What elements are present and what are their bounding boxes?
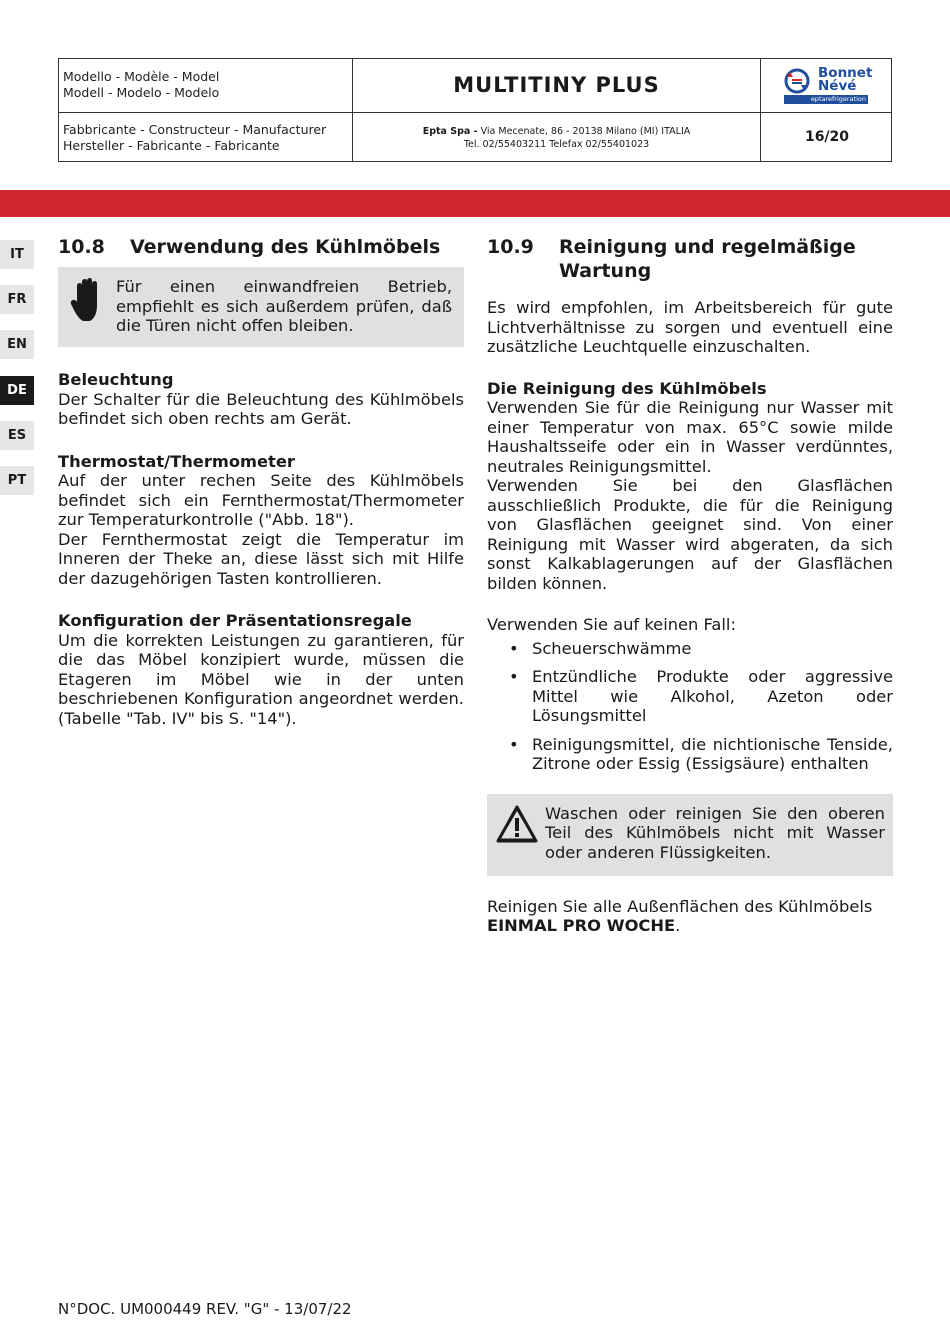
list-item: • Scheuerschwämme <box>487 639 893 659</box>
subheading-thermostat: Thermostat/Thermometer <box>58 451 295 471</box>
final-emphasis: EINMAL PRO WOCHE <box>487 916 676 935</box>
header-divider <box>760 59 761 161</box>
logo-bar: eptarefrigeration <box>784 95 868 104</box>
paragraph: Verwenden Sie bei den Glasflächen ausschließlich Produkte, die für die Reinigung von Glasflächen geeignet sind. Von einer Reinigung mit Wasser wird abgeraten, da sich sonst Kalkablagerungen auf der Glasflächen bilden können. <box>487 476 893 593</box>
brand-logo <box>784 65 873 106</box>
hand-stop-icon <box>70 277 104 325</box>
note-box <box>58 267 464 347</box>
company-phone: Tel. 02/55403211 Telefax 02/55401023 <box>463 139 650 150</box>
warning-box <box>487 794 893 876</box>
company-address: Via Mecenate, 86 - 20138 Milano (MI) ITALIA <box>477 126 691 137</box>
lang-tab-it[interactable]: IT <box>0 240 34 269</box>
list-item: • Reinigungsmittel, die nichtionische Tenside, Zitrone oder Essig (Essigsäure) enthalten <box>487 735 893 774</box>
paragraph: Der Schalter für die Beleuchtung des Kühlmöbels befindet sich oben rechts am Gerät. <box>58 389 464 428</box>
lang-tab-de[interactable]: DE <box>0 376 34 405</box>
logo-text: Névé <box>818 78 857 94</box>
company-name: Epta Spa - <box>422 126 478 137</box>
right-column <box>487 235 893 936</box>
paragraph: Auf der unter rechen Seite des Kühlmöbels befindet sich ein Fernthermostat/Thermometer zur Temperaturkontrolle ("Abb. 18"). <box>58 471 464 529</box>
paragraph: Um die korrekten Leistungen zu garantieren, für die das Möbel konzipiert wurde, müssen die Etageren im Möbel wie in der unten beschriebenen Konfiguration angeordnet werden. (Tabelle "Tab. IV" bis S. "14"). <box>58 630 464 728</box>
model-label-line: Modell - Modelo - Modelo <box>63 85 220 100</box>
lang-tab-es[interactable]: ES <box>0 421 34 450</box>
section-heading <box>58 235 464 259</box>
paragraph: Der Fernthermostat zeigt die Temperatur im Inneren der Theke an, diese lässt sich mit Hilfe der dazugehörigen Tasten kontrollieren. <box>58 529 464 588</box>
final-text: Reinigen Sie alle Außenflächen des Kühlmöbels <box>487 896 873 916</box>
left-column <box>58 235 464 728</box>
document-footer: N°DOC. UM000449 REV. "G" - 13/07/22 <box>58 1300 352 1318</box>
warning-triangle-icon <box>495 804 539 844</box>
manufacturer-address <box>353 125 760 151</box>
section-number: 10.9 <box>487 236 534 258</box>
subheading-shelf-config: Konfiguration der Präsentationsregale <box>58 611 412 630</box>
section-number: 10.8 <box>58 236 105 258</box>
header-table <box>58 58 892 162</box>
model-label <box>63 69 349 101</box>
section-title <box>559 235 856 283</box>
paragraph: Verwenden Sie für die Reinigung nur Wasser mit einer Temperatur von max. 65°C sowie milde Haushaltsseife oder ein in Wasser verdünntes, neutrales Reinigungsmittel. <box>487 398 893 476</box>
subheading-cleaning: Die Reinigung des Kühlmöbels <box>487 378 767 398</box>
page-number: 16/20 <box>804 129 850 145</box>
model-name: MULTITINY PLUS <box>453 73 660 97</box>
section-heading <box>487 235 893 283</box>
manufacturer-label-line: Hersteller - Fabricante - Fabricante <box>63 138 280 153</box>
paragraph: Es wird empfohlen, im Arbeitsbereich für gute Lichtverhältnisse zu sorgen und eventuell eine zusätzliche Leuchtquelle einzuschalten. <box>487 298 893 356</box>
paragraph <box>487 897 893 936</box>
lang-tab-fr[interactable]: FR <box>0 285 34 314</box>
lang-tab-en[interactable]: EN <box>0 330 34 359</box>
red-band <box>0 190 950 217</box>
bullet-list <box>487 639 893 774</box>
manufacturer-label <box>63 122 349 154</box>
section-title-line: Reinigung und regelmäßige <box>559 236 856 258</box>
section-title-line: Wartung <box>559 260 652 282</box>
list-item: • Entzündliche Produkte oder aggressive Mittel wie Alkohol, Azeton oder Lösungsmittel <box>487 667 893 726</box>
paragraph: Verwenden Sie auf keinen Fall: <box>487 615 736 634</box>
note-text: Für einen einwandfreien Betrieb, empfiehlt es sich außerdem prüfen, daß die Türen nicht offen bleiben. <box>116 277 452 335</box>
section-title: Verwendung des Kühlmöbels <box>130 236 441 258</box>
logo-text: Bonnet <box>818 65 873 81</box>
subheading-lighting: Beleuchtung <box>58 370 174 389</box>
lang-tab-pt[interactable]: PT <box>0 466 34 495</box>
warning-text: Waschen oder reinigen Sie den oberen Teil des Kühlmöbels nicht mit Wasser oder anderen Flüssigkeiten. <box>545 803 885 862</box>
header-divider <box>59 112 891 113</box>
final-punct: . <box>675 916 681 935</box>
model-label-line: Modello - Modèle - Model <box>63 69 220 84</box>
manufacturer-label-line: Fabbricante - Constructeur - Manufacturer <box>63 122 327 137</box>
logo-arrows-icon <box>784 68 810 94</box>
